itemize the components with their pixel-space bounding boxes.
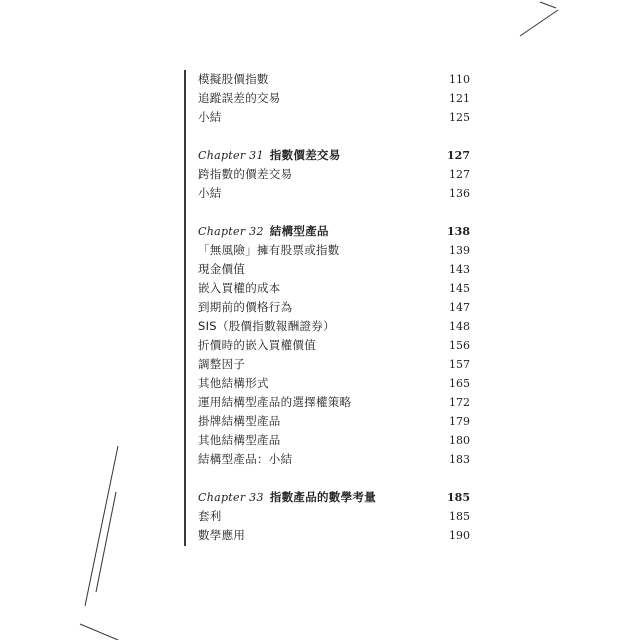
entry-title: 折價時的嵌入買權價值	[198, 338, 316, 352]
entry-title: 其他結構形式	[198, 376, 269, 390]
toc-entry	[198, 108, 470, 127]
chapter-title: 指數價差交易	[269, 148, 341, 162]
page-number: 147	[449, 301, 470, 314]
toc-entry	[198, 89, 470, 108]
page-number: 185	[447, 491, 470, 504]
chapter-number: Chapter 32	[198, 225, 264, 238]
page-number: 172	[449, 396, 470, 409]
toc-entry	[198, 507, 470, 526]
page-number: 110	[449, 73, 470, 86]
toc-entry	[198, 431, 470, 450]
deco-line-top-right-2	[540, 2, 556, 8]
toc-entry	[198, 279, 470, 298]
page-number: 125	[449, 111, 470, 124]
toc-entry	[198, 374, 470, 393]
toc-entry	[198, 412, 470, 431]
page-number: 136	[449, 187, 470, 200]
entry-title: 數學應用	[198, 528, 246, 542]
deco-line-left-2	[96, 492, 116, 592]
entry-title: 追蹤誤差的交易	[198, 91, 281, 105]
page-number: 157	[449, 358, 470, 371]
page-number: 180	[449, 434, 470, 447]
toc-vertical-rule	[184, 70, 186, 546]
toc-entry	[198, 317, 470, 336]
page-number: 179	[449, 415, 470, 428]
toc-chapter-heading	[198, 222, 470, 241]
entry-title: 掛牌結構型產品	[198, 414, 281, 428]
page-number: 138	[447, 225, 470, 238]
toc-entry	[198, 526, 470, 545]
page-number: 183	[449, 453, 470, 466]
page-number: 139	[449, 244, 470, 257]
entry-title: 「無風險」擁有股票或指數	[198, 243, 340, 257]
toc-entry	[198, 184, 470, 203]
deco-line-bottom-left	[80, 624, 118, 640]
chapter-number: Chapter 31	[198, 149, 264, 162]
toc-entry	[198, 336, 470, 355]
toc-entry	[198, 70, 470, 89]
chapter-title: 指數產品的數學考量	[269, 490, 376, 504]
toc-entry	[198, 241, 470, 260]
toc-chapter-heading	[198, 146, 470, 165]
deco-line-top-right-1	[520, 10, 558, 36]
chapter-number: Chapter 33	[198, 491, 264, 504]
entry-title: 現金價值	[198, 262, 246, 276]
toc-entry	[198, 298, 470, 317]
entry-title: SIS（股價指數報酬證券）	[198, 319, 335, 333]
page-number: 127	[447, 149, 470, 162]
page-number: 121	[449, 92, 470, 105]
toc-entry	[198, 393, 470, 412]
entry-title: 小結	[198, 186, 222, 200]
entry-title: 其他結構型產品	[198, 433, 281, 447]
section-gap	[198, 127, 470, 146]
toc-entry	[198, 355, 470, 374]
table-of-contents	[198, 70, 470, 545]
entry-title: 運用結構型產品的選擇權策略	[198, 395, 352, 409]
page-number: 148	[449, 320, 470, 333]
toc-entry	[198, 260, 470, 279]
page-number: 127	[449, 168, 470, 181]
page-number: 145	[449, 282, 470, 295]
toc-entry	[198, 450, 470, 469]
entry-title: 到期前的價格行為	[198, 300, 293, 314]
page-number: 165	[449, 377, 470, 390]
page-number: 185	[449, 510, 470, 523]
entry-title: 套利	[198, 509, 222, 523]
entry-title: 跨指數的價差交易	[198, 167, 293, 181]
entry-title: 嵌入買權的成本	[198, 281, 281, 295]
entry-title: 小結	[198, 110, 222, 124]
page-number: 156	[449, 339, 470, 352]
entry-title: 模擬股價指數	[198, 72, 269, 86]
section-gap	[198, 469, 470, 488]
toc-chapter-heading	[198, 488, 470, 507]
chapter-title: 結構型產品	[269, 224, 329, 238]
entry-title: 調整因子	[198, 357, 246, 371]
section-gap	[198, 203, 470, 222]
toc-entry	[198, 165, 470, 184]
page-number: 190	[449, 529, 470, 542]
deco-line-left-1	[85, 446, 118, 606]
page-number: 143	[449, 263, 470, 276]
entry-title: 結構型產品：小結	[198, 452, 293, 466]
